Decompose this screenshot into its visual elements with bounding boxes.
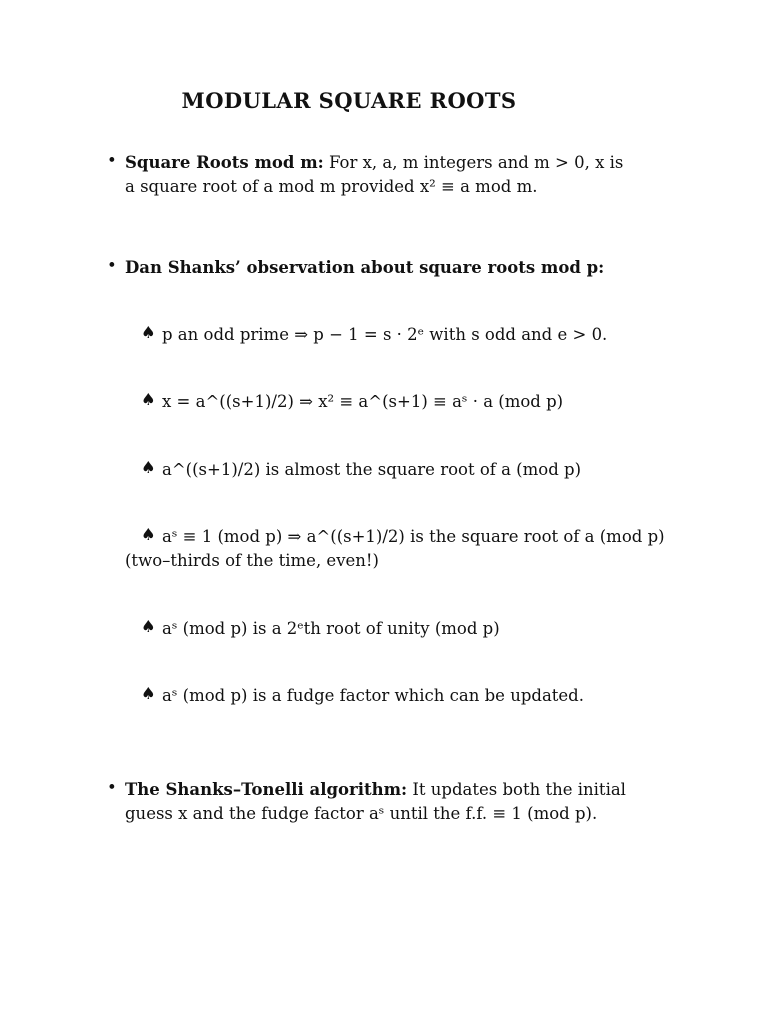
spade-icon: ♠ <box>141 684 156 703</box>
shanks-tonelli-heading: The Shanks–Tonelli algorithm: <box>125 780 408 799</box>
spade-item-4: aˢ ≡ 1 (mod p) ⇒ a^((s+1)/2) is the square root of a (mod p) <box>162 527 665 546</box>
shanks-tonelli-line1-text: It updates both the initial <box>407 780 626 799</box>
spade-icon: ♠ <box>141 525 156 544</box>
spade-icon: ♠ <box>141 617 156 636</box>
shanks-observation-heading: Dan Shanks’ observation about square roots mod p: <box>125 258 605 277</box>
bullet-shanks-observation: • <box>107 256 117 275</box>
shanks-tonelli-description <box>125 778 645 826</box>
square-roots-heading: Square Roots mod m: <box>125 153 324 172</box>
spade-item-6: aˢ (mod p) is a fudge factor which can be updated. <box>162 686 584 705</box>
square-roots-line2: a square root of a mod m provided x² ≡ a mod m. <box>125 177 538 196</box>
shanks-tonelli-line1 <box>125 778 645 802</box>
shanks-tonelli-line2: guess x and the fudge factor aˢ until the f.f. ≡ 1 (mod p). <box>125 804 598 823</box>
page-title: MODULAR SQUARE ROOTS <box>181 88 517 113</box>
square-roots-definition <box>125 151 645 199</box>
spade-icon: ♠ <box>141 390 156 409</box>
spade-item-5: aˢ (mod p) is a 2ᵉth root of unity (mod p) <box>162 619 500 638</box>
square-roots-line1-text: For x, a, m integers and m > 0, x is <box>323 153 624 172</box>
spade-icon: ♠ <box>141 323 156 342</box>
spade-item-2: x = a^((s+1)/2) ⇒ x² ≡ a^(s+1) ≡ aˢ · a (mod p) <box>162 392 564 411</box>
square-roots-line1 <box>125 151 645 175</box>
spade-item-4-continuation: (two–thirds of the time, even!) <box>125 551 379 570</box>
bullet-shanks-tonelli: • <box>107 778 117 797</box>
spade-icon: ♠ <box>141 458 156 477</box>
spade-item-1: p an odd prime ⇒ p − 1 = s · 2ᵉ with s odd and e > 0. <box>162 325 608 344</box>
bullet-square-roots: • <box>107 151 117 170</box>
spade-item-3: a^((s+1)/2) is almost the square root of a (mod p) <box>162 460 582 479</box>
